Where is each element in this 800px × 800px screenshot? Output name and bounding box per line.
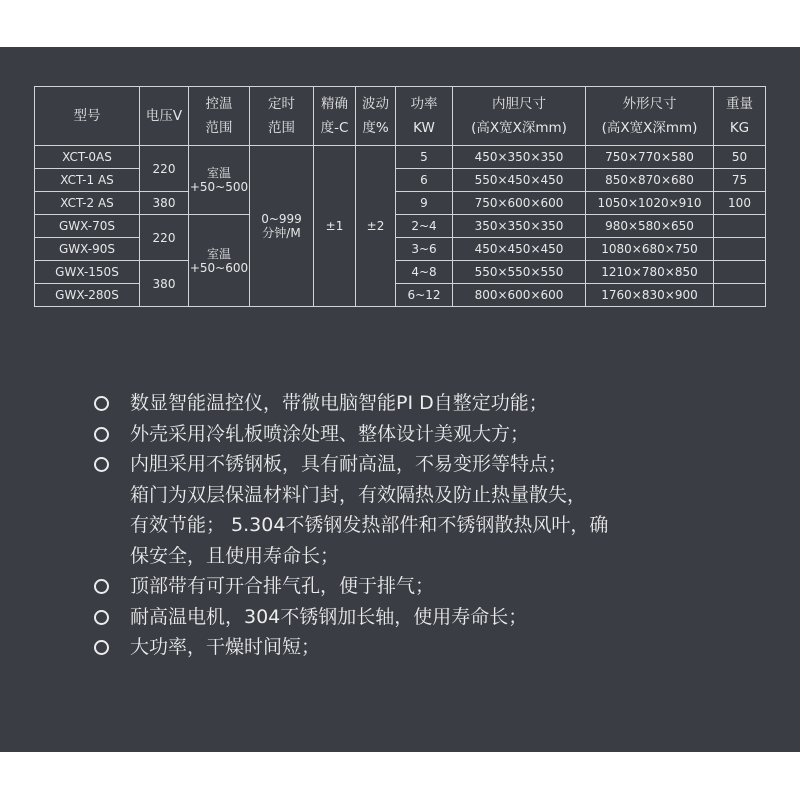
cell-model: XCT-1 AS — [35, 169, 140, 192]
cell-outer-size: 980×580×650 — [586, 215, 714, 238]
header-timer-range: 定时 范围 — [250, 87, 314, 146]
cell-inner-size: 450×350×350 — [453, 146, 586, 169]
table-row — [35, 146, 766, 169]
spec-table — [34, 86, 766, 307]
cell-weight: 75 — [714, 169, 766, 192]
circle-bullet-icon — [94, 427, 109, 442]
cell-model: GWX-150S — [35, 261, 140, 284]
table-header-row — [35, 87, 766, 146]
header-model: 型号 — [35, 87, 140, 146]
cell-inner-size: 550×550×550 — [453, 261, 586, 284]
header-inner-size: 内胆尺寸 (高X宽X深mm) — [453, 87, 586, 146]
cell-outer-size: 750×770×580 — [586, 146, 714, 169]
cell-voltage: 380 — [140, 261, 189, 307]
circle-bullet-icon — [94, 640, 109, 655]
circle-bullet-icon — [94, 579, 109, 594]
table-row — [35, 192, 766, 215]
cell-power: 5 — [396, 146, 453, 169]
cell-temp-range: 室温 +50~600 — [189, 215, 250, 307]
table-row — [35, 215, 766, 238]
header-power: 功率 KW — [396, 87, 453, 146]
spec-panel — [0, 47, 800, 752]
cell-model: XCT-0AS — [35, 146, 140, 169]
header-outer-size: 外形尺寸 (高X宽X深mm) — [586, 87, 714, 146]
cell-inner-size: 450×450×450 — [453, 238, 586, 261]
cell-power: 4~8 — [396, 261, 453, 284]
cell-inner-size: 800×600×600 — [453, 284, 586, 307]
cell-model: GWX-70S — [35, 215, 140, 238]
cell-outer-size: 1760×830×900 — [586, 284, 714, 307]
header-accuracy: 精确 度-C — [314, 87, 356, 146]
cell-fluctuation: ±2 — [356, 146, 396, 307]
cell-inner-size: 550×450×450 — [453, 169, 586, 192]
cell-weight — [714, 261, 766, 284]
cell-weight — [714, 238, 766, 261]
cell-power: 3~6 — [396, 238, 453, 261]
cell-timer-range: 0~999 分钟/M — [250, 146, 314, 307]
header-fluctuation: 波动 度% — [356, 87, 396, 146]
header-temp-range: 控温 范围 — [189, 87, 250, 146]
cell-temp-range: 室温 +50~500 — [189, 146, 250, 215]
feature-list — [92, 388, 608, 663]
feature-item: 内胆采用不锈钢板，具有耐高温，不易变形等特点； 箱门为双层保温材料门封，有效隔热及防止热量散失， 有效节能； 5.304不锈钢发热部件和不锈钢散热风叶，确 保安全，且使用寿命长； — [92, 449, 608, 571]
cell-outer-size: 1210×780×850 — [586, 261, 714, 284]
feature-item: 耐高温电机，304不锈钢加长轴，使用寿命长； — [92, 602, 608, 633]
cell-inner-size: 750×600×600 — [453, 192, 586, 215]
feature-item: 大功率，干燥时间短； — [92, 632, 608, 663]
table-row — [35, 261, 766, 284]
cell-model: GWX-280S — [35, 284, 140, 307]
cell-power: 9 — [396, 192, 453, 215]
feature-item: 数显智能温控仪，带微电脑智能PI D自整定功能； — [92, 388, 608, 419]
cell-model: GWX-90S — [35, 238, 140, 261]
cell-outer-size: 850×870×680 — [586, 169, 714, 192]
header-voltage: 电压V — [140, 87, 189, 146]
cell-voltage: 220 — [140, 215, 189, 261]
circle-bullet-icon — [94, 457, 109, 472]
feature-item: 顶部带有可开合排气孔，便于排气； — [92, 571, 608, 602]
feature-item: 外壳采用冷轧板喷涂处理、整体设计美观大方； — [92, 419, 608, 450]
cell-voltage: 380 — [140, 192, 189, 215]
cell-outer-size: 1080×680×750 — [586, 238, 714, 261]
cell-inner-size: 350×350×350 — [453, 215, 586, 238]
cell-accuracy: ±1 — [314, 146, 356, 307]
circle-bullet-icon — [94, 396, 109, 411]
cell-power: 6~12 — [396, 284, 453, 307]
cell-power: 2~4 — [396, 215, 453, 238]
cell-outer-size: 1050×1020×910 — [586, 192, 714, 215]
cell-weight: 50 — [714, 146, 766, 169]
cell-model: XCT-2 AS — [35, 192, 140, 215]
circle-bullet-icon — [94, 610, 109, 625]
cell-weight — [714, 215, 766, 238]
cell-voltage: 220 — [140, 146, 189, 192]
cell-weight — [714, 284, 766, 307]
cell-weight: 100 — [714, 192, 766, 215]
header-weight: 重量 KG — [714, 87, 766, 146]
cell-power: 6 — [396, 169, 453, 192]
